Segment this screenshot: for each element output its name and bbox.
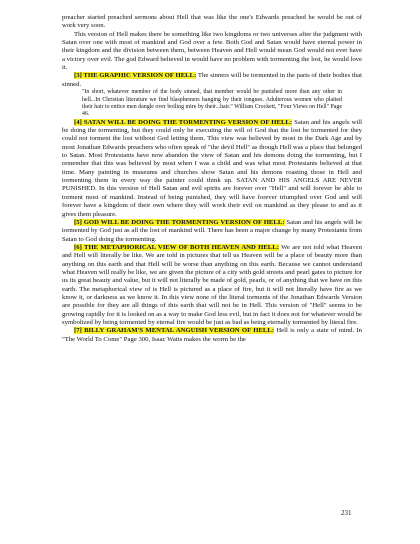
paragraph	[62, 72, 362, 89]
paragraph	[62, 31, 362, 73]
paragraph	[62, 14, 362, 31]
paragraph-text: The sinners will be tormented in the parts of their bodies that sinned.	[62, 72, 362, 88]
section-heading-mental-anguish: [7] BILLY GRAHAM'S MENTAL ANGUISH VERSION OF HELL:	[74, 327, 275, 335]
block-quote: "In short, whatever member of the body sinned, that member would be punished more than any other in hell...In Christian literature we find blasphemers hanging by their tongues. Adulterous women who plaited their hair to entice men dangle over boiling mire by their...hair." William Crockett, "Four Views on Hell" Page 46.	[82, 89, 342, 118]
section-heading-satan-tormenting: [4] SATAN WILL BE DOING THE TORMENTING VERSION OF HELL:	[74, 118, 293, 126]
paragraph-text: Hell is only a state of mind. In "The World To Come" Page 300, Isaac Watts makes the worm be the	[62, 327, 362, 343]
page-number: 231	[341, 509, 352, 517]
body-text	[62, 14, 362, 344]
paragraph	[62, 244, 362, 327]
section-heading-graphic-hell: [3] THE GRAPHIC VERSION OF HELL:	[74, 72, 197, 80]
paragraph	[62, 219, 362, 244]
paragraph	[62, 119, 362, 219]
paragraph-text: preacher started preached sermons about Hell that was like the one's Edwards preached he would be out of work very soon.	[62, 14, 362, 30]
paragraph-text: This version of Hell makes there be something like two kingdoms or two universes after the judgment with Satan over one with most of mankind and God over a few. Both God and Satan would have eternal power in their kingdom and the division between them, between Heaven and Hell would mean God would not ever have a victory over evil. The god Edward believed in would have no problem with tormenting the lost, he would love it.	[62, 30, 362, 72]
section-heading-metaphorical-view: [6] THE METAPHORICAL VIEW OF BOTH HEAVEN AND HELL:	[74, 243, 279, 251]
section-heading-god-tormenting: [5] GOD WILL BE DOING THE TORMENTING VERSION OF HELL:	[74, 218, 285, 226]
paragraph-text: Satan and his angels will be tormented by God just as all the lost of mankind will. There has been a major change by many Protestants from Satan to God doing the tormenting.	[62, 218, 362, 243]
paragraph-text: We are not told what Heaven and Hell will literally be like. We are told in pictures that tell us Heaven will be a place of beauty more than anything on this earth and that Hell will be worse than anything on this earth. Because we cannot understand what Heaven will really be like, we are given the picture of a city with gold streets and pearl gates to picture for us its great beauty and value, but it will not literally be made of gold, pearls, or of anything that we have on this earth. The metaphorical view of is Hell is pictured as a place of fire, but it will not literally have fire as we know it, or darkness as we know it. In this view none of the literal torments of the Jonathan Edwards Version are possible for they are all things of this earth that will not be in Hell. This version of "Hell" seems to be growing rapidly for it is looked on as a way to make God less evil, but in fact it does not for whatever would be symbolized by being tormented by eternal fire would be just as bad as being eternally tormented by literal fire.	[62, 243, 362, 326]
paragraph	[62, 327, 362, 344]
paragraph-text: Satan and his angels will be doing the tormenting, but they could only be executing the will of God that the lost be tormented for they could not torment the lost without God letting them. This view was believed by most in the Dark Age and by most Jonathan Edwards preachers who often speak of "the devil Hell" as though Hell was a place that belonged to Satan. Most Protestants have now abandon the view of Satan and his demons doing the tormenting, but I remember that this was believed by most when I was a child and was what most Protestants believed at that time. Many painting in museums and churches show Satan and his demons roasting those in Hell and tormenting them in every way the painter could think up. SATAN AND HIS ANGELS ARE NEVER PUNISHED. In this version of Hell Satan and evil spirits are forever over "Hell" and will forever be able to torment most of mankind. Instead of being punished, they will have forever triumphed over God and will forever have a kingdom of their own where they will work their evil on mankind as they please to and as it gives them pleasure.	[62, 118, 362, 218]
